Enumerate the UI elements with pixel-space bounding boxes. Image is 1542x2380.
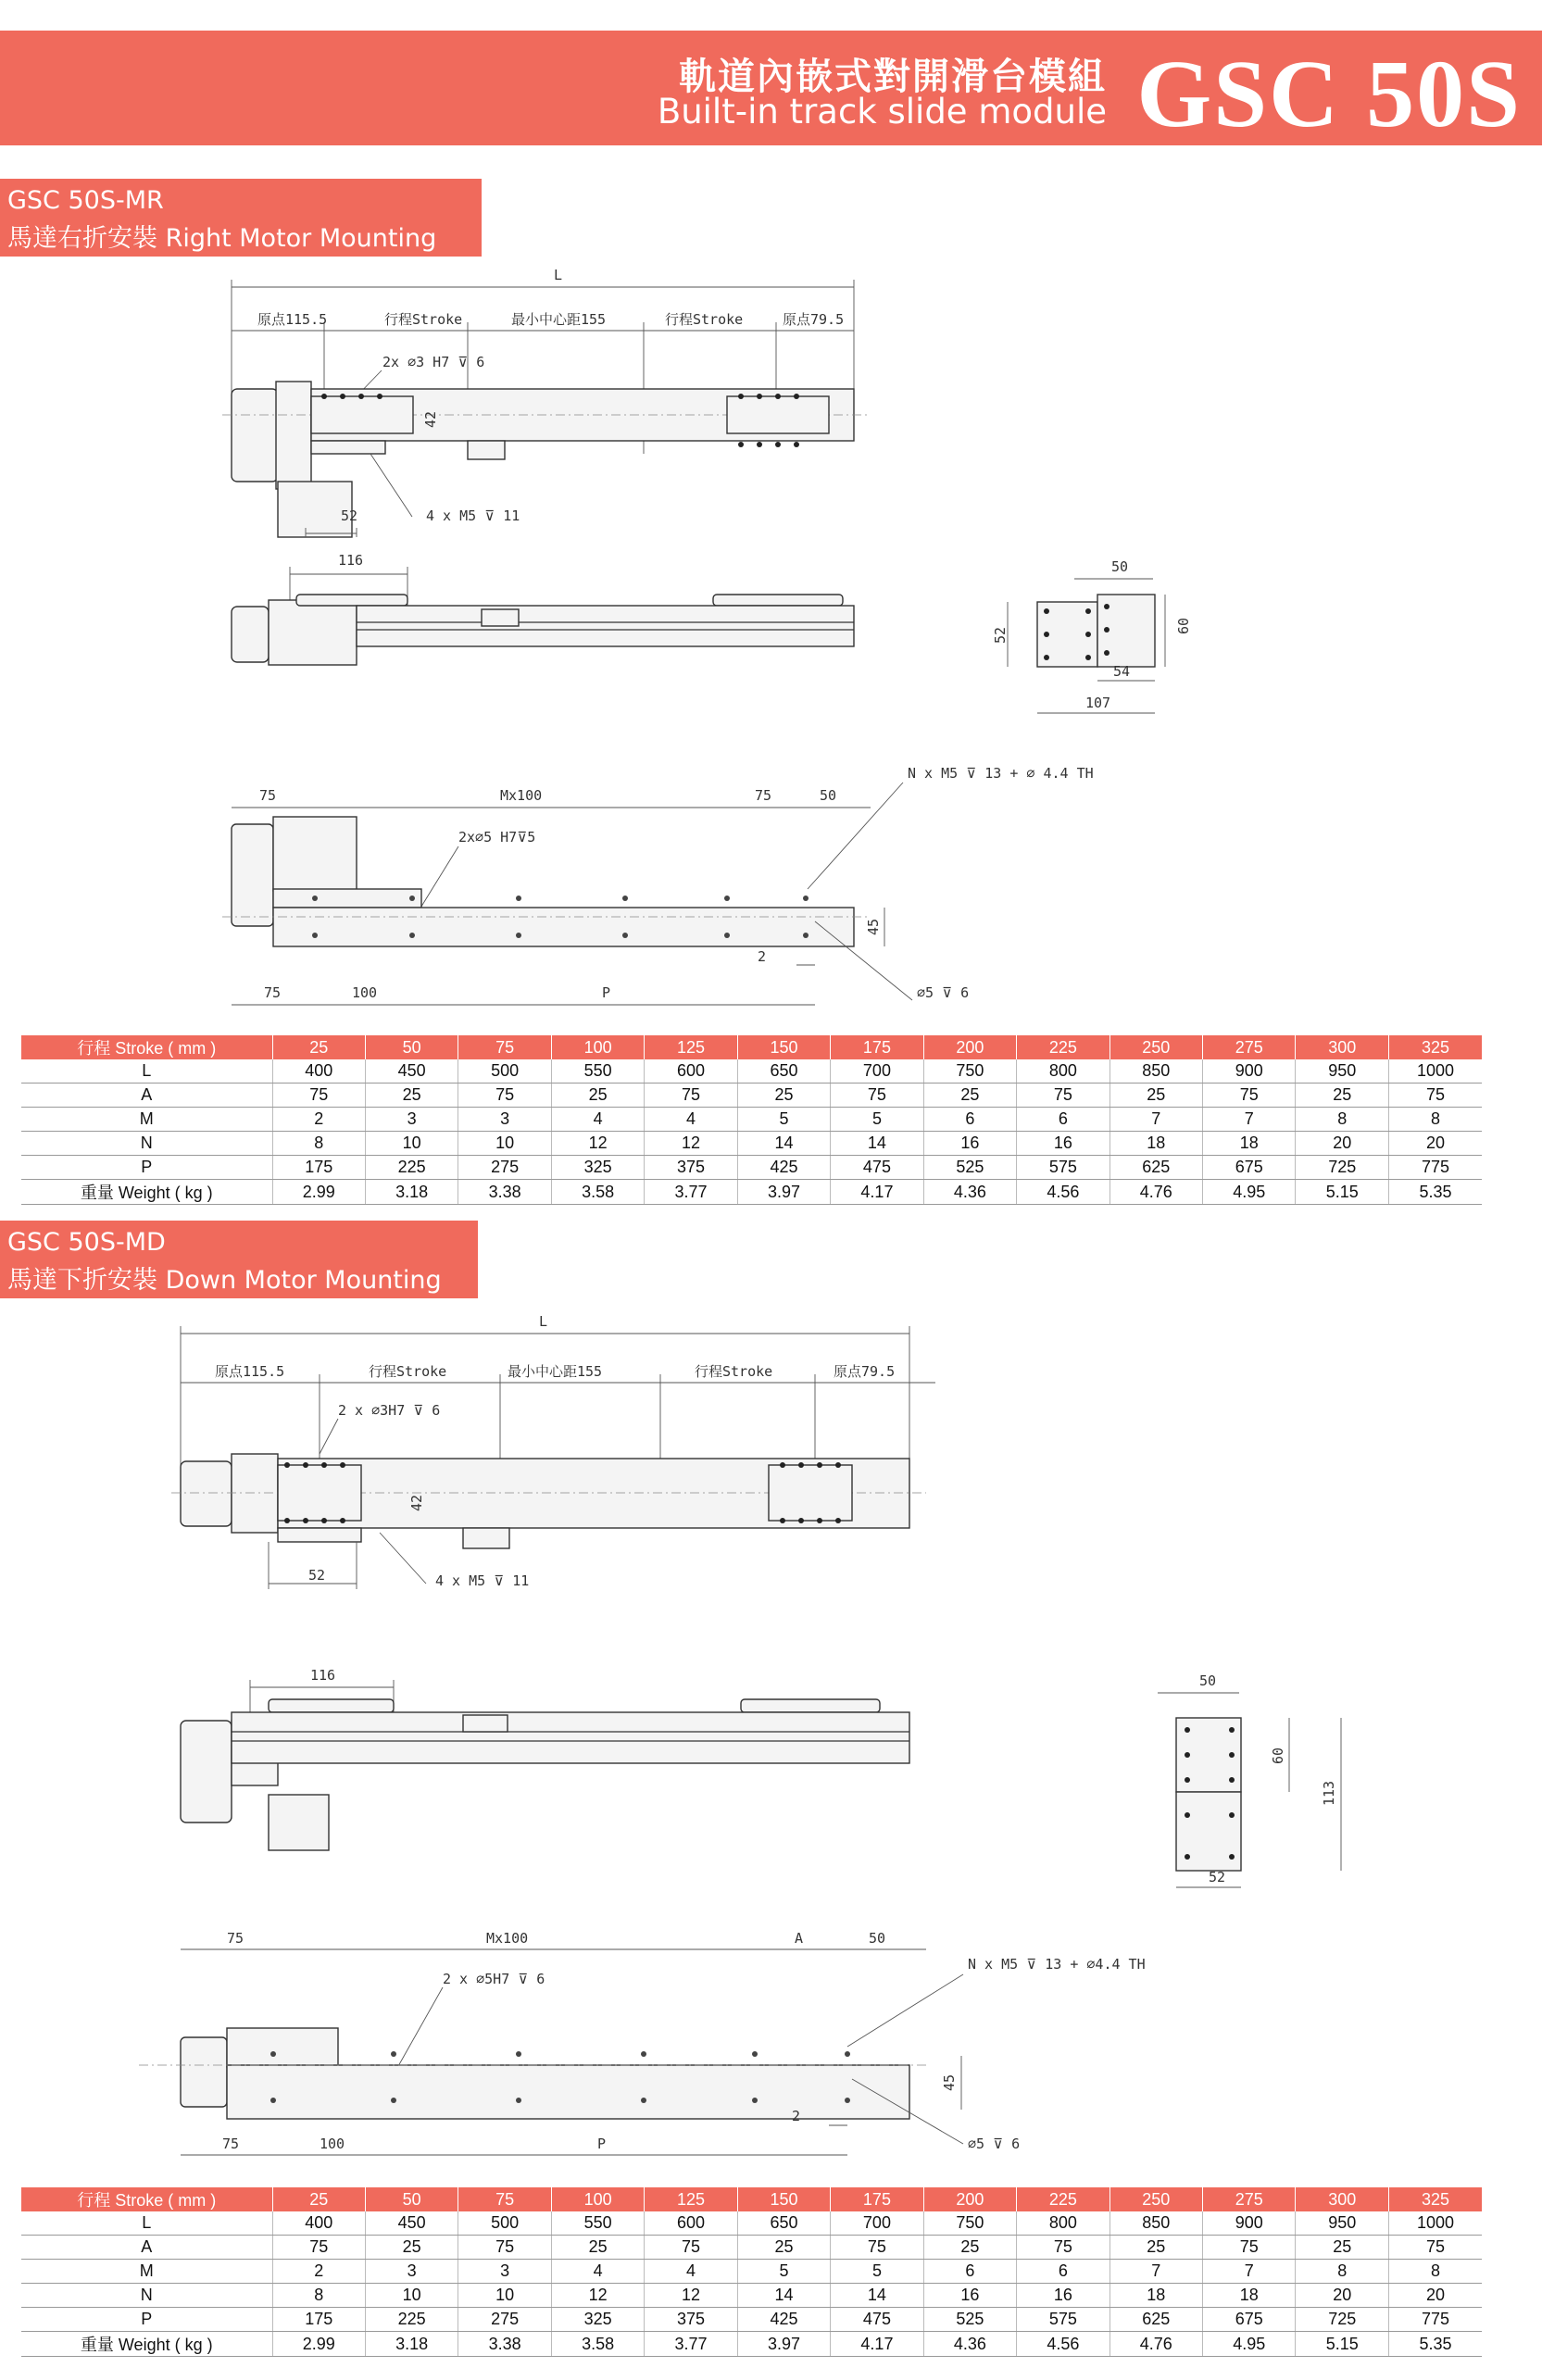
table-cell: 8 xyxy=(1388,2260,1482,2284)
table-cell: 175 xyxy=(272,2308,365,2332)
table-cell: 675 xyxy=(1203,2308,1296,2332)
title-chinese: 軌道內嵌式對開滑台模組 xyxy=(679,56,1107,98)
section-tag-mr xyxy=(0,179,482,257)
table-cell: 18 xyxy=(1109,1132,1202,1156)
row-label: A xyxy=(21,2236,272,2260)
dim-stroke-left: 行程Stroke xyxy=(369,1363,447,1380)
table-cell: 8 xyxy=(1296,2260,1388,2284)
table-cell: 625 xyxy=(1109,2308,1202,2332)
dim-75a: 75 xyxy=(227,1930,244,1947)
table-cell: 75 xyxy=(831,2236,923,2260)
table-cell: 5.15 xyxy=(1296,2332,1388,2357)
table-row xyxy=(21,2308,1482,2332)
table-cell: 3 xyxy=(458,1108,551,1132)
table-cell: 25 xyxy=(1296,2236,1388,2260)
dim-stroke-right: 行程Stroke xyxy=(695,1363,773,1380)
section-tag-md xyxy=(0,1221,478,1298)
table-cell: 10 xyxy=(458,2284,551,2308)
table-cell: 4 xyxy=(551,2260,644,2284)
end-view xyxy=(992,558,1192,713)
table-cell: 5.35 xyxy=(1388,1180,1482,1205)
dim-60: 60 xyxy=(1175,617,1192,634)
table-cell: 75 xyxy=(1203,1084,1296,1108)
table-cell: 4.76 xyxy=(1109,1180,1202,1205)
table-cell: 25 xyxy=(923,2236,1016,2260)
tap-note: 4 x M5 ⊽ 11 xyxy=(435,1572,530,1589)
table-cell: 3.38 xyxy=(458,1180,551,1205)
table-cell: 5 xyxy=(831,2260,923,2284)
dim-L: L xyxy=(539,1313,548,1330)
table-cell: 2 xyxy=(272,1108,365,1132)
row-label: P xyxy=(21,2308,272,2332)
hole-note: ∅5 ⊽ 6 xyxy=(968,2136,1021,2152)
table-row xyxy=(21,2260,1482,2284)
table-cell: 6 xyxy=(923,2260,1016,2284)
table-cell: 750 xyxy=(923,2211,1016,2236)
table-cell: 4 xyxy=(645,1108,737,1132)
dim-origin-right: 原点79.5 xyxy=(834,1363,896,1380)
table-cell: 500 xyxy=(458,1059,551,1084)
stroke-cell: 175 xyxy=(831,1035,923,1059)
stroke-cell: 300 xyxy=(1296,2187,1388,2211)
table-row xyxy=(21,2236,1482,2260)
table-cell: 18 xyxy=(1203,1132,1296,1156)
table-cell: 4.36 xyxy=(923,2332,1016,2357)
table-cell: 700 xyxy=(831,1059,923,1084)
table-body xyxy=(21,2211,1482,2357)
table-row xyxy=(21,2284,1482,2308)
dim-52: 52 xyxy=(341,507,358,524)
table-cell: 25 xyxy=(1109,1084,1202,1108)
pin-hole-note: 2 x ∅3H7 ⊽ 6 xyxy=(338,1402,441,1419)
dim-100: 100 xyxy=(352,984,378,1001)
stroke-cell: 50 xyxy=(365,2187,458,2211)
table-cell: 20 xyxy=(1388,1132,1482,1156)
table-cell: 3.97 xyxy=(737,1180,830,1205)
table-cell: 14 xyxy=(831,2284,923,2308)
stroke-cell: 325 xyxy=(1388,2187,1482,2211)
dim-45: 45 xyxy=(941,2073,958,2091)
dim-50: 50 xyxy=(1111,558,1129,575)
table-cell: 3.77 xyxy=(645,2332,737,2357)
table-cell: 7 xyxy=(1203,2260,1296,2284)
table-cell: 75 xyxy=(1017,1084,1109,1108)
table-cell: 600 xyxy=(645,2211,737,2236)
stroke-cell: 125 xyxy=(645,1035,737,1059)
table-cell: 275 xyxy=(458,1156,551,1180)
table-cell: 25 xyxy=(923,1084,1016,1108)
model-name: GSC 50S xyxy=(1136,41,1522,147)
table-cell: 25 xyxy=(737,1084,830,1108)
table-cell: 16 xyxy=(1017,2284,1109,2308)
table-cell: 2.99 xyxy=(272,1180,365,1205)
table-cell: 425 xyxy=(737,1156,830,1180)
table-row xyxy=(21,1132,1482,1156)
table-cell: 14 xyxy=(737,1132,830,1156)
table-cell: 20 xyxy=(1296,1132,1388,1156)
dim-origin-left: 原点115.5 xyxy=(215,1363,285,1380)
dim-P: P xyxy=(597,2136,607,2152)
table-cell: 4.36 xyxy=(923,1180,1016,1205)
table-cell: 10 xyxy=(365,2284,458,2308)
table-cell: 650 xyxy=(737,1059,830,1084)
section-code: GSC 50S-MD xyxy=(7,1228,166,1257)
table-cell: 225 xyxy=(365,1156,458,1180)
pin-hole-note-2: 2x∅5 H7⊽5 xyxy=(458,829,536,846)
stroke-cell: 75 xyxy=(458,2187,551,2211)
table-cell: 2.99 xyxy=(272,2332,365,2357)
table-cell: 25 xyxy=(737,2236,830,2260)
table-cell: 6 xyxy=(923,1108,1016,1132)
table-cell: 725 xyxy=(1296,1156,1388,1180)
end-view xyxy=(1158,1672,1341,1887)
table-row xyxy=(21,2211,1482,2236)
table-cell: 850 xyxy=(1109,1059,1202,1084)
table-cell: 75 xyxy=(1388,2236,1482,2260)
table-cell: 6 xyxy=(1017,2260,1109,2284)
stroke-cell: 200 xyxy=(923,2187,1016,2211)
table-cell: 3.97 xyxy=(737,2332,830,2357)
table-cell: 75 xyxy=(272,2236,365,2260)
table-cell: 75 xyxy=(1388,1084,1482,1108)
table-cell: 4 xyxy=(645,2260,737,2284)
dim-min-center: 最小中心距155 xyxy=(511,311,607,328)
drawing-right-motor xyxy=(0,259,1542,1014)
table-cell: 75 xyxy=(458,2236,551,2260)
dim-116: 116 xyxy=(310,1667,336,1684)
table-cell: 5 xyxy=(737,2260,830,2284)
table-cell: 20 xyxy=(1296,2284,1388,2308)
table-cell: 1000 xyxy=(1388,1059,1482,1084)
dim-75a: 75 xyxy=(259,787,277,804)
table-cell: 8 xyxy=(272,2284,365,2308)
dim-116: 116 xyxy=(338,552,364,569)
table-cell: 900 xyxy=(1203,2211,1296,2236)
row-label: M xyxy=(21,2260,272,2284)
dim-2: 2 xyxy=(792,2108,801,2124)
table-cell: 575 xyxy=(1017,1156,1109,1180)
table-cell: 3.18 xyxy=(365,2332,458,2357)
table-cell: 7 xyxy=(1109,2260,1202,2284)
table-cell: 650 xyxy=(737,2211,830,2236)
table-cell: 375 xyxy=(645,2308,737,2332)
dim-P: P xyxy=(602,984,611,1001)
dim-75b: 75 xyxy=(755,787,772,804)
header-banner xyxy=(0,31,1542,145)
table-cell: 3.58 xyxy=(551,2332,644,2357)
table-cell: 3.58 xyxy=(551,1180,644,1205)
table-cell: 500 xyxy=(458,2211,551,2236)
header-label: 行程 Stroke ( mm ) xyxy=(21,2187,272,2211)
dim-100: 100 xyxy=(320,2136,345,2152)
stroke-cell: 325 xyxy=(1388,1035,1482,1059)
table-cell: 8 xyxy=(272,1132,365,1156)
table-cell: 1000 xyxy=(1388,2211,1482,2236)
table-cell: 3.38 xyxy=(458,2332,551,2357)
dim-stroke-right: 行程Stroke xyxy=(665,311,744,328)
table-cell: 75 xyxy=(645,1084,737,1108)
table-cell: 12 xyxy=(551,1132,644,1156)
row-label: N xyxy=(21,2284,272,2308)
table-cell: 8 xyxy=(1296,1108,1388,1132)
table-cell: 25 xyxy=(551,2236,644,2260)
table-cell: 550 xyxy=(551,2211,644,2236)
dim-52: 52 xyxy=(308,1567,326,1584)
table-cell: 2 xyxy=(272,2260,365,2284)
table-cell: 700 xyxy=(831,2211,923,2236)
dim-mx100: Mx100 xyxy=(486,1930,529,1947)
table-cell: 25 xyxy=(551,1084,644,1108)
dim-L: L xyxy=(554,267,563,283)
table-cell: 5 xyxy=(831,1108,923,1132)
table-cell: 525 xyxy=(923,2308,1016,2332)
table-cell: 3 xyxy=(365,1108,458,1132)
table-cell: 3.18 xyxy=(365,1180,458,1205)
dim-107: 107 xyxy=(1085,695,1111,711)
table-cell: 6 xyxy=(1017,1108,1109,1132)
dim-mx100: Mx100 xyxy=(500,787,543,804)
table-cell: 4.95 xyxy=(1203,1180,1296,1205)
tap-note: 4 x M5 ⊽ 11 xyxy=(426,507,520,524)
stroke-cell: 25 xyxy=(272,2187,365,2211)
top-view xyxy=(222,267,871,537)
table-cell: 16 xyxy=(1017,1132,1109,1156)
table-header-row xyxy=(21,1035,1482,1059)
top-view xyxy=(171,1313,935,1589)
table-cell: 775 xyxy=(1388,2308,1482,2332)
table-row xyxy=(21,2332,1482,2357)
table-cell: 4 xyxy=(551,1108,644,1132)
table-cell: 425 xyxy=(737,2308,830,2332)
dim-A: A xyxy=(795,1930,804,1947)
table-cell: 325 xyxy=(551,1156,644,1180)
dim-50: 50 xyxy=(1199,1672,1217,1689)
table-cell: 16 xyxy=(923,1132,1016,1156)
table-cell: 20 xyxy=(1388,2284,1482,2308)
table-row xyxy=(21,1156,1482,1180)
table-cell: 12 xyxy=(551,2284,644,2308)
table-cell: 18 xyxy=(1109,2284,1202,2308)
table-cell: 75 xyxy=(645,2236,737,2260)
row-label: M xyxy=(21,1108,272,1132)
stroke-cell: 200 xyxy=(923,1035,1016,1059)
dim-54: 54 xyxy=(1113,663,1131,680)
stroke-cell: 75 xyxy=(458,1035,551,1059)
table-cell: 4.56 xyxy=(1017,1180,1109,1205)
stroke-cell: 150 xyxy=(737,1035,830,1059)
stroke-cell: 50 xyxy=(365,1035,458,1059)
table-cell: 450 xyxy=(365,2211,458,2236)
table-header-row xyxy=(21,2187,1482,2211)
table-cell: 7 xyxy=(1203,1108,1296,1132)
tap-through-note: N x M5 ⊽ 13 + ∅4.4 TH xyxy=(968,1956,1146,1973)
table-cell: 4.76 xyxy=(1109,2332,1202,2357)
table-row xyxy=(21,1084,1482,1108)
table-cell: 475 xyxy=(831,1156,923,1180)
header-label: 行程 Stroke ( mm ) xyxy=(21,1035,272,1059)
table-cell: 800 xyxy=(1017,1059,1109,1084)
table-row xyxy=(21,1180,1482,1205)
table-cell: 575 xyxy=(1017,2308,1109,2332)
table-cell: 12 xyxy=(645,2284,737,2308)
row-label: L xyxy=(21,1059,272,1084)
table-cell: 12 xyxy=(645,1132,737,1156)
row-label: A xyxy=(21,1084,272,1108)
dim-52b: 52 xyxy=(992,626,1009,644)
table-cell: 3 xyxy=(458,2260,551,2284)
row-label: 重量 Weight ( kg ) xyxy=(21,1180,272,1205)
dim-60: 60 xyxy=(1270,1747,1286,1764)
dim-42: 42 xyxy=(422,410,439,428)
row-label: P xyxy=(21,1156,272,1180)
tap-through-note: N x M5 ⊽ 13 + ∅ 4.4 TH xyxy=(908,765,1094,782)
table-cell: 14 xyxy=(831,1132,923,1156)
table-body xyxy=(21,1059,1482,1205)
table-row xyxy=(21,1059,1482,1084)
table-row xyxy=(21,1108,1482,1132)
table-cell: 25 xyxy=(1296,1084,1388,1108)
table-cell: 375 xyxy=(645,1156,737,1180)
table-cell: 7 xyxy=(1109,1108,1202,1132)
table-cell: 8 xyxy=(1388,1108,1482,1132)
table-cell: 400 xyxy=(272,2211,365,2236)
table-cell: 75 xyxy=(831,1084,923,1108)
stroke-cell: 150 xyxy=(737,2187,830,2211)
table-cell: 75 xyxy=(458,1084,551,1108)
dim-42: 42 xyxy=(408,1494,425,1511)
dim-75c: 75 xyxy=(264,984,282,1001)
side-view xyxy=(181,1667,909,1850)
section-code: GSC 50S-MR xyxy=(7,186,164,215)
side-view xyxy=(232,552,854,665)
table-cell: 4.17 xyxy=(831,2332,923,2357)
table-cell: 725 xyxy=(1296,2308,1388,2332)
spec-table-md xyxy=(21,2187,1482,2357)
table-cell: 25 xyxy=(365,1084,458,1108)
table-cell: 225 xyxy=(365,2308,458,2332)
table-cell: 3.77 xyxy=(645,1180,737,1205)
table-cell: 800 xyxy=(1017,2211,1109,2236)
table-cell: 900 xyxy=(1203,1059,1296,1084)
table-cell: 5.15 xyxy=(1296,1180,1388,1205)
pin-hole-note-2: 2 x ∅5H7 ⊽ 6 xyxy=(443,1971,545,1987)
table-cell: 10 xyxy=(365,1132,458,1156)
stroke-cell: 300 xyxy=(1296,1035,1388,1059)
table-cell: 18 xyxy=(1203,2284,1296,2308)
table-cell: 850 xyxy=(1109,2211,1202,2236)
table-cell: 750 xyxy=(923,1059,1016,1084)
table-cell: 16 xyxy=(923,2284,1016,2308)
table-cell: 325 xyxy=(551,2308,644,2332)
table-cell: 10 xyxy=(458,1132,551,1156)
table-cell: 75 xyxy=(1017,2236,1109,2260)
table-cell: 175 xyxy=(272,1156,365,1180)
stroke-cell: 250 xyxy=(1109,2187,1202,2211)
stroke-cell: 125 xyxy=(645,2187,737,2211)
row-label: L xyxy=(21,2211,272,2236)
dim-min-center: 最小中心距155 xyxy=(508,1363,603,1380)
table-cell: 5.35 xyxy=(1388,2332,1482,2357)
dim-50b: 50 xyxy=(820,787,837,804)
stroke-cell: 100 xyxy=(551,1035,644,1059)
front-view xyxy=(139,1930,1146,2155)
section-subtitle: 馬達右折安裝 Right Motor Mounting xyxy=(7,224,437,253)
section-subtitle: 馬達下折安裝 Down Motor Mounting xyxy=(7,1266,442,1295)
table-cell: 950 xyxy=(1296,2211,1388,2236)
table-cell: 625 xyxy=(1109,1156,1202,1180)
dim-50b: 50 xyxy=(869,1930,886,1947)
stroke-cell: 100 xyxy=(551,2187,644,2211)
table-cell: 450 xyxy=(365,1059,458,1084)
dim-origin-left: 原点115.5 xyxy=(257,311,328,328)
table-cell: 3 xyxy=(365,2260,458,2284)
table-cell: 5 xyxy=(737,1108,830,1132)
stroke-cell: 275 xyxy=(1203,2187,1296,2211)
dim-stroke-left: 行程Stroke xyxy=(384,311,463,328)
pin-hole-note: 2x ∅3 H7 ⊽ 6 xyxy=(382,354,485,370)
front-view xyxy=(222,765,1094,1005)
table-cell: 475 xyxy=(831,2308,923,2332)
dim-75c: 75 xyxy=(222,2136,240,2152)
table-cell: 75 xyxy=(1203,2236,1296,2260)
table-cell: 550 xyxy=(551,1059,644,1084)
table-cell: 675 xyxy=(1203,1156,1296,1180)
stroke-cell: 225 xyxy=(1017,1035,1109,1059)
spec-table-mr xyxy=(21,1035,1482,1205)
row-label: N xyxy=(21,1132,272,1156)
table-cell: 4.17 xyxy=(831,1180,923,1205)
table-cell: 25 xyxy=(365,2236,458,2260)
table-cell: 950 xyxy=(1296,1059,1388,1084)
dim-113: 113 xyxy=(1321,1780,1337,1806)
dim-2: 2 xyxy=(758,948,767,965)
table-cell: 4.56 xyxy=(1017,2332,1109,2357)
stroke-cell: 275 xyxy=(1203,1035,1296,1059)
stroke-cell: 225 xyxy=(1017,2187,1109,2211)
stroke-cell: 175 xyxy=(831,2187,923,2211)
dim-origin-right: 原点79.5 xyxy=(783,311,845,328)
table-cell: 600 xyxy=(645,1059,737,1084)
table-cell: 400 xyxy=(272,1059,365,1084)
table-cell: 14 xyxy=(737,2284,830,2308)
table-cell: 75 xyxy=(272,1084,365,1108)
table-cell: 4.95 xyxy=(1203,2332,1296,2357)
dim-45: 45 xyxy=(865,918,882,935)
title-english: Built-in track slide module xyxy=(657,92,1107,132)
stroke-cell: 25 xyxy=(272,1035,365,1059)
drawing-down-motor xyxy=(0,1306,1542,2176)
row-label: 重量 Weight ( kg ) xyxy=(21,2332,272,2357)
stroke-cell: 250 xyxy=(1109,1035,1202,1059)
dim-52b: 52 xyxy=(1209,1869,1226,1885)
table-cell: 275 xyxy=(458,2308,551,2332)
table-cell: 25 xyxy=(1109,2236,1202,2260)
hole-note: ∅5 ⊽ 6 xyxy=(917,984,970,1001)
table-cell: 775 xyxy=(1388,1156,1482,1180)
table-cell: 525 xyxy=(923,1156,1016,1180)
